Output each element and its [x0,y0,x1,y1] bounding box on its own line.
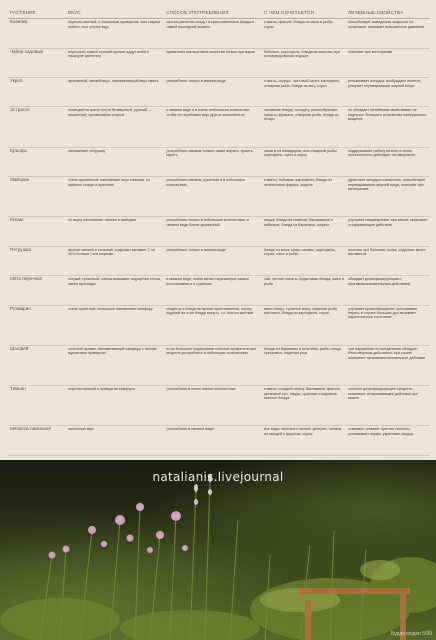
cell-medicinal: сильное дезинфицирующее средство, оказывает отхаркивающее действие при кашле [346,386,430,426]
table-row [8,386,430,426]
cell-pairing: заливные блюда, холодец, разнообразные салаты, фрикасе, отварная рыба, блюда из птицы [262,107,346,147]
cell-taste: немецкий эстрагон почти безвкусный, русский — пикантный, чрезвычайно острый [66,107,164,147]
cell-medicinal: не обладает лечебными свойствами; не содержит большого количества минеральных веществ [346,107,430,147]
cell-plant-name: Петрушка [8,246,66,275]
cell-plant-name: Кузьярь [8,147,66,176]
cell-taste: аромат свежий и сильный, содержит витамин C на 20% больше, чем морковь [66,246,164,275]
column-header-taste: ВКУС [66,9,164,19]
cell-plant-name: Мелисса лимонная [8,426,66,456]
cell-usage: употреблять в очень малых количествах [164,386,262,426]
cell-taste: сильный аромат, напоминающий камфару с легким мускатным привкусом [66,345,164,385]
table-row [8,217,430,246]
cell-usage: применяют как вкусовые качества только при варке [164,48,262,77]
cell-usage: употреблять только в свежем виде [164,78,262,107]
cell-pairing: пицца, блюда из томатов, баклажанов и кабачков, блюда из баранины, жаркое [262,217,346,246]
cell-usage: кладется в блюдо во время приготовления, перед подачей на стол блюда вынуть, т.к. листья жесткие [164,305,262,345]
cell-plant-name: Эстрагон [8,107,66,147]
cell-medicinal: улучшает пищеварение, при кашле оказывает отхаркивающее действие [346,217,430,246]
cell-medicinal: обладает дезинфицирующим и противовоспалительным действием [346,276,430,305]
table-header-row [8,9,430,19]
cell-taste: по вкусу напоминает тимьян и майоран [66,217,164,246]
table-row [8,177,430,217]
cell-usage: в свежем виде, очень мелко нарезанную; можно использовать и в сушеном [164,276,262,305]
column-header-pairing: С ЧЕМ СОЧЕТАЕТСЯ [262,9,346,19]
cell-plant-name: Майоран [8,177,66,217]
cell-taste: напоминает петрушку [66,147,164,176]
column-header-plant: РАСТЕНИЕ [8,9,66,19]
cell-pairing: бобовые, картофель, блюда из капусты, при консервировании огурцов [262,48,346,77]
cell-medicinal: полезна при болезнях почек, содержит много витаминов [346,246,430,275]
cell-taste: перечный; самый лучший аромат дадут побеги накануне цветения [66,48,164,77]
table-row [8,345,430,385]
cell-plant-name: Базилик [8,19,66,48]
cell-taste: острый, приятный, слегка вызывает ощущение тепла, затем прохлады [66,276,164,305]
cell-pairing: томаты, бобовые, картофель, блюда из печеночного фарша, жаркое [262,177,346,217]
column-header-medicinal: ЛЕЧЕБНЫЕ СВОЙСТВА [346,9,430,19]
magazine-footer: Бурда моден 5/99 [390,631,432,637]
cell-usage: в свежем виде и в очень небольшом количестве, чтобы не перебивал вкус других компонентов [164,107,262,147]
table-row [8,19,430,48]
cell-plant-name: Ригам [8,217,66,246]
table-row [8,305,430,345]
cell-usage: листья растение кладут в приготовленные блюда в самый последний момент [164,19,262,48]
table-row [8,107,430,147]
cell-taste: очень ароматный, напоминает вкус тимьяна, но намного слаще и приятнее [66,177,164,217]
cell-taste: лимонный вкус [66,426,164,456]
cell-pairing: салаты из помидоров, или отварной рыбы, картофель, супы и соусы [262,147,346,176]
cell-usage: из-за большого содержания сильных ароматических веществ употреблять в небольших количествах [164,345,262,385]
table-row [8,426,430,456]
cell-taste: перечно-пряный с привкусом камфары [66,386,164,426]
cell-pairing: блюда из мяса, супы, салаты, картофель, соусы, мясо и рыба [262,246,346,275]
cell-pairing: блюда из баранины и ягнятины, рыба, птица, тресковые, жареная утка [262,345,346,385]
cell-pairing: томаты, сладкий перец, баклажаны, фасоль, кремовый суп, пицца, тушеные и жареные мясные блюда [262,386,346,426]
herbs-table [8,9,430,456]
table-row [8,78,430,107]
cell-usage: употреблять только в небольших количествах; в свежем виде более ароматный [164,217,262,246]
cell-pairing: томаты, фасоль, блюда из мяса и рыбы, соусы [262,19,346,48]
cell-pairing: мясо птицы, тушеное мясо, жареная рыба или мясо, блюда из картофеля, соусы [262,305,346,345]
cell-usage: употреблять свежим, сушеным и в небольших количествах [164,177,262,217]
table-row [8,147,430,176]
garden-photo [0,460,436,640]
cell-pairing: все виды листового салата, десерты, салаты из овощей и фруктов, соусы [262,426,346,456]
cell-taste: ароматный, свежий вкус, напоминающий вкус тмина [66,78,164,107]
cell-usage: употреблять в свежем виде! [164,426,262,456]
table-body [8,19,430,456]
table-row [8,276,430,305]
herb-garden-illustration [0,460,436,640]
cell-plant-name: Тимьян [8,386,66,426]
cell-pairing: томаты, огурцы, листовой салат, картофель, отварная рыба, блюда из яиц, соусы [262,78,346,107]
cell-taste: очень приятный, несколько напоминает камфару [66,305,164,345]
cell-medicinal: успокаивает желудок, возбуждает аппетит, ускоряет переваривание жирной пищи [346,78,430,107]
cell-medicinal: улучшает кровообращение, успокаивает нервы, в случае больших доз вызывает наркотическое состояние [346,305,430,345]
cell-plant-name: Мята перечная [8,276,66,305]
cell-medicinal: укрепляет желудок и кишечник, способствует перевариванию жирной пищи, помогает при метеоризме [346,177,430,217]
cell-usage: употреблять свежим, можно также жарить, тушить, варить [164,147,262,176]
cell-plant-name: Шалфей [8,345,66,385]
table-row [8,246,430,275]
watermark-text: natalianis.livejournal [152,470,284,484]
cell-pairing: чай, летние салаты, фруктовые блюда, мясо и рыба [262,276,346,305]
cell-plant-name: Розмарин [8,305,66,345]
table-row [8,48,430,77]
cell-usage: употреблять только в свежем виде [164,246,262,275]
cell-medicinal: при нарушении потоотделения обладает благотворным действием; при кашле оказывает противовоспалительное действие [346,345,430,385]
cell-plant-name: Чабер садовый [8,48,66,77]
column-header-usage: СПОСОБ УПОТРЕБЛЕНИЯ [164,9,262,19]
cell-taste: перечно-мятный, с лимонным привкусом; чем старше побеги, тем острее вкус [66,19,164,48]
cell-medicinal: освежает, снимает чувство тошноты, успокаивает нервы, укрепляет сердце [346,426,430,456]
cell-medicinal: помогает при метеоризме [346,48,430,77]
cell-medicinal: поддерживает работу печени и почек, положительно действует на иммунитет [346,147,430,176]
cell-plant-name: Укроп [8,78,66,107]
cell-medicinal: способствует выведению жидкости из организма, понижает повышенное давление [346,19,430,48]
